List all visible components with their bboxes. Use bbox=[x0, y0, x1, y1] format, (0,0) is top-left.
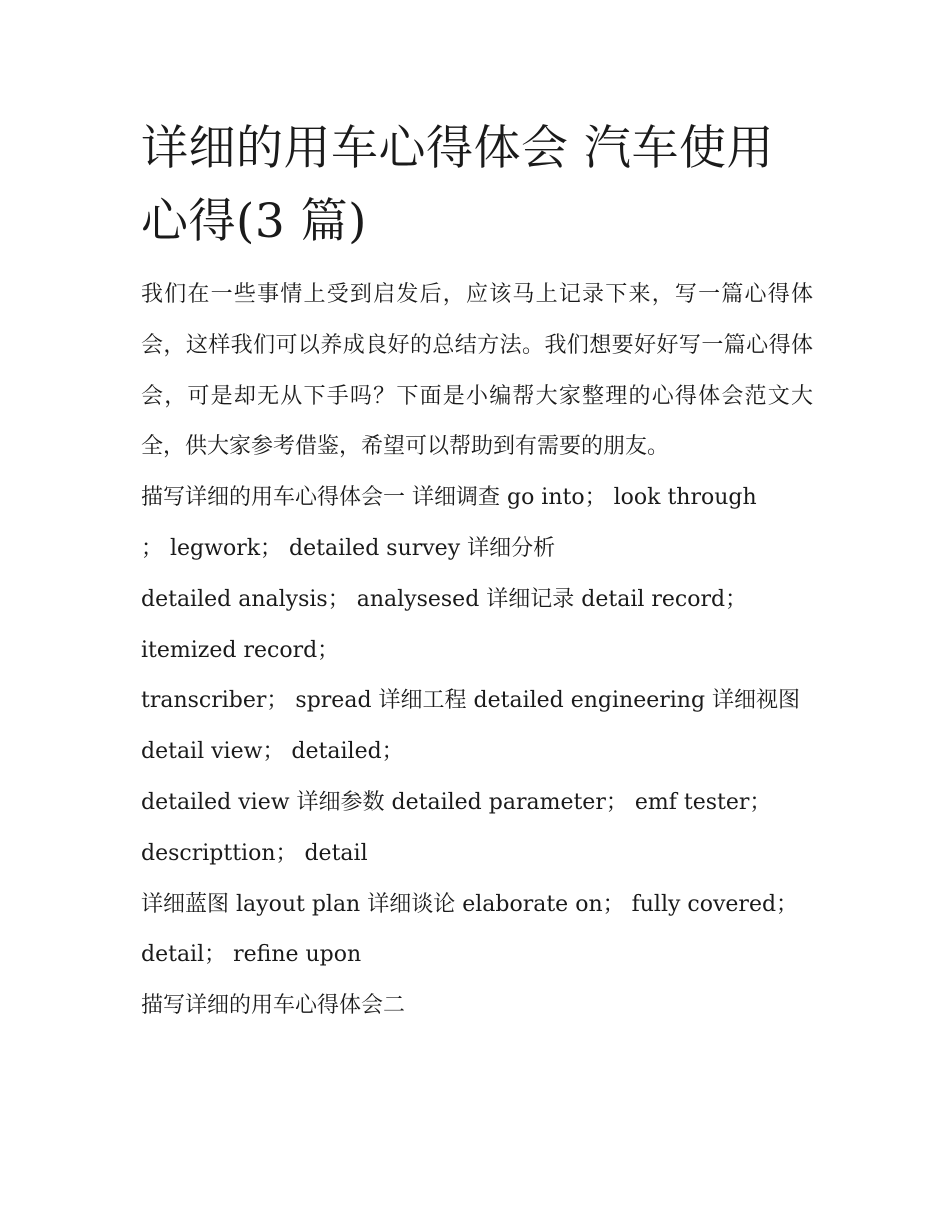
document-page bbox=[141, 112, 813, 1032]
document-title: 详细的用车心得体会 汽车使用心得(3 篇) bbox=[141, 121, 774, 249]
text-line: ； legwork； detailed survey 详细分析 bbox=[141, 535, 556, 561]
text-line: 详细蓝图 layout plan 详细谈论 elaborate on； fully covered； bbox=[141, 891, 799, 917]
text-line: transcriber； spread 详细工程 detailed engineering 详细视图 bbox=[141, 688, 801, 714]
section-heading: 描写详细的用车心得体会二 bbox=[141, 993, 406, 1019]
text-line: 描写详细的用车心得体会一 详细调查 go into； look through bbox=[141, 485, 757, 511]
text-line: detail view； detailed； bbox=[141, 739, 404, 765]
text-line: descripttion； detail bbox=[141, 840, 368, 866]
text-line: detail； refine upon bbox=[141, 942, 362, 968]
text-line: detailed analysis； analysesed 详细记录 detail record； bbox=[141, 586, 748, 612]
text-line: detailed view 详细参数 detailed parameter； emf tester； bbox=[141, 789, 772, 815]
intro-paragraph: 我们在一些事情上受到启发后，应该马上记录下来，写一篇心得体会，这样我们可以养成良好的总结方法。我们想要好好写一篇心得体会，可是却无从下手吗？下面是小编帮大家整理的心得体会范文大全，供大家参考借鉴，希望可以帮助到有需要的朋友。 bbox=[141, 282, 813, 460]
text-line: itemized record； bbox=[141, 637, 340, 663]
